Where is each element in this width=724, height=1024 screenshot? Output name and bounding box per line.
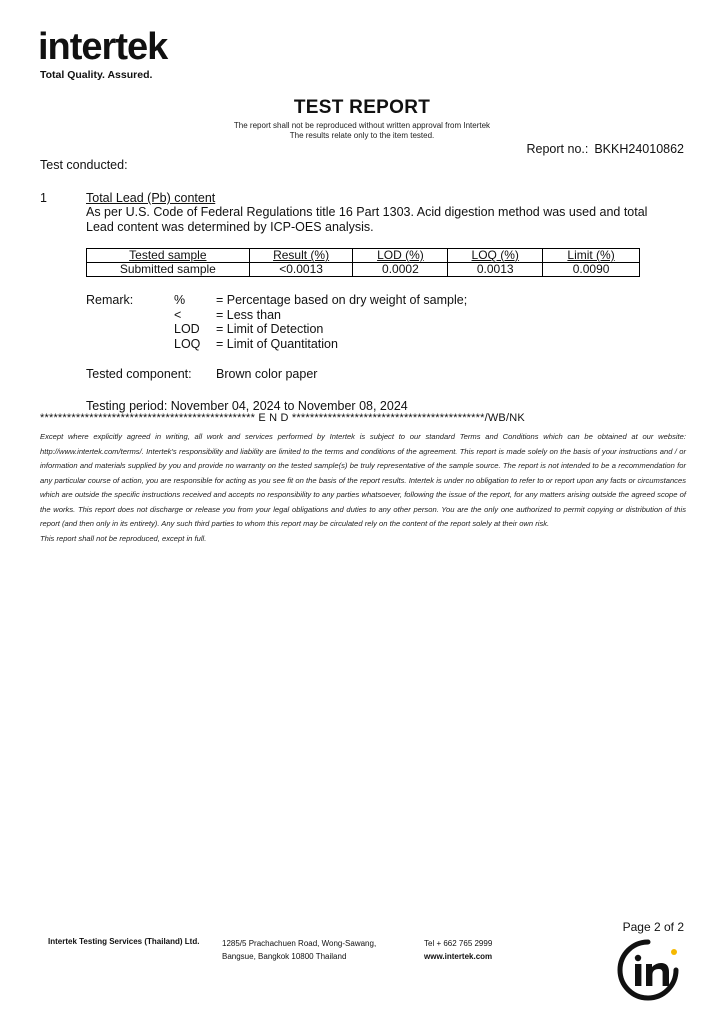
- remark-symbol: LOQ: [174, 337, 201, 351]
- table-cell: Submitted sample: [87, 263, 250, 277]
- end-of-report-line: ************************************************ E N D *******************************************/WB/NK: [40, 412, 525, 424]
- page-title: TEST REPORT: [293, 97, 431, 118]
- tested-component-value: Brown color paper: [216, 367, 318, 381]
- disclaimer-last-line: This report shall not be reproduced, except in full.: [40, 533, 207, 543]
- item-title: Total Lead (Pb) content: [86, 191, 216, 205]
- table-cell: 0.0013: [448, 263, 543, 277]
- intertek-logo: intertek: [38, 26, 168, 68]
- table-cell: 0.0002: [353, 263, 448, 277]
- remark-symbol: LOD: [174, 322, 200, 336]
- item-description: As per U.S. Code of Federal Regulations title 16 Part 1303. Acid digestion method was used and total Lead content was determined by ICP-OES analysis.: [86, 205, 648, 234]
- item-number: 1: [40, 191, 47, 205]
- testing-period: Testing period: November 04, 2024 to November 08, 2024: [86, 399, 408, 413]
- subtitle-reproduction-note: The report shall not be reproduced without written approval from Intertek: [233, 121, 491, 130]
- table-row: [87, 263, 640, 277]
- remark-definition: = Percentage based on dry weight of sample;: [216, 293, 468, 307]
- table-header-cell: LOQ (%): [448, 249, 543, 263]
- remark-definition: = Less than: [216, 308, 281, 322]
- table-header-cell: Result (%): [249, 249, 353, 263]
- disclaimer: [40, 430, 686, 546]
- logo-tagline: Total Quality. Assured.: [40, 69, 153, 81]
- page-number: Page 2 of 2: [622, 920, 684, 934]
- remark-symbol: %: [174, 293, 186, 307]
- footer-contact: [424, 937, 492, 963]
- footer-company: Intertek Testing Services (Thailand) Ltd.: [48, 937, 200, 946]
- table-header-cell: Tested sample: [87, 249, 250, 263]
- remark-label: Remark:: [86, 293, 134, 307]
- results-table: [86, 248, 640, 277]
- footer-address-line: 1285/5 Prachachuen Road, Wong-Sawang,: [222, 939, 377, 948]
- test-conducted-heading: Test conducted:: [40, 158, 128, 172]
- subtitle-results-note: The results relate only to the item tested.: [289, 131, 435, 140]
- table-cell: 0.0090: [543, 263, 640, 277]
- table-header-row: [87, 249, 640, 263]
- report-number: [527, 142, 685, 156]
- report-number-label: Report no.:: [526, 142, 589, 156]
- footer-website: www.intertek.com: [424, 952, 493, 961]
- tested-component-label: Tested component:: [86, 367, 192, 381]
- disclaimer-text: Except where explicitly agreed in writing, all work and services performed by Intertek is subject to our standard Terms and Conditions which can be obtained at our website: http://www.intertek.com/terms/. Intertek's responsibility and liability are limited to the terms and conditions of the agreement. This report is made solely on the basis of your instructions and / or information and materials supplied by you and provide no warranty on the tested sample(s) be truly representative of the sample source. The report is not intended to be a recommendation for any particular course of action, you are responsible for acting as you see fit on the basis of the report results. Intertek is under no obligation to refer to or report upon any facts or circumstances which are outside the specific instructions received and accepts no responsibility to any parties whatsoever, following the issue of the report, for any matters arising outside the agreed scope of the works. This report does not discharge or release you from your legal obligations and duties to any other person. You are the only one authorized to permit copying or distribution of this report (and then only in its entirety). Any such third parties to whom this report may be circulated rely on the content of the report solely at their own risk.: [40, 432, 686, 528]
- table-cell: <0.0013: [249, 263, 353, 277]
- report-number-value: BKKH24010862: [594, 142, 684, 156]
- footer-address: [222, 937, 376, 963]
- footer-tel: Tel + 662 765 2999: [424, 939, 493, 948]
- table-header-cell: LOD (%): [353, 249, 448, 263]
- intertek-in-icon: [616, 938, 680, 1002]
- footer-address-line: Bangsue, Bangkok 10800 Thailand: [222, 952, 347, 961]
- table-header-cell: Limit (%): [543, 249, 640, 263]
- remark-symbol: <: [174, 308, 182, 322]
- remark-definition: = Limit of Detection: [216, 322, 324, 336]
- remark-definition: = Limit of Quantitation: [216, 337, 338, 351]
